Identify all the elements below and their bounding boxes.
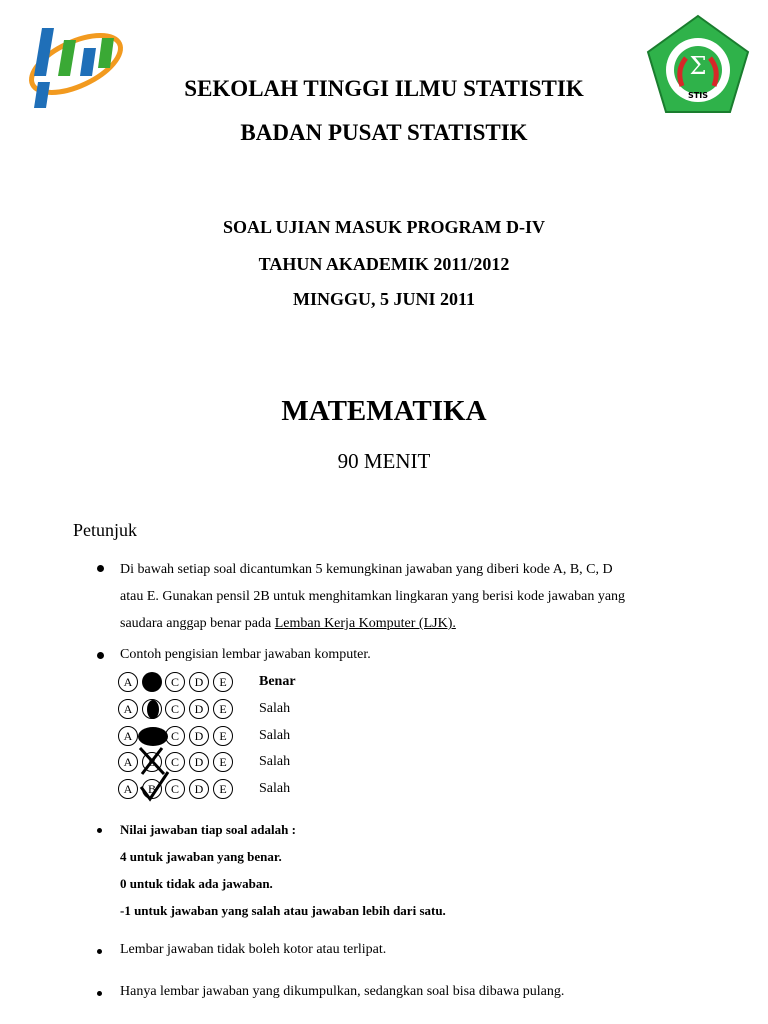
instruction-item-1: Di bawah setiap soal dicantumkan 5 kemungkinan jawaban yang diberi kode A, B, C, D atau E. Gunakan pensil 2B untuk menghitamkan lingkaran yang berisi kode jawaban yang saudara anggap benar pada Lemban Kerja Komputer (LJK). <box>120 562 626 631</box>
filled-circle-icon <box>142 672 162 692</box>
institution-name: SEKOLAH TINGGI ILMU STATISTIK <box>184 76 584 101</box>
academic-year: TAHUN AKADEMIK 2011/2012 <box>258 254 510 274</box>
stis-badge-text: STIS <box>688 91 708 100</box>
scoring-empty: 0 untuk tidak ada jawaban. <box>120 876 273 891</box>
bullet-icon <box>97 652 104 659</box>
instruction-item-5: Hanya lembar jawaban yang dikumpulkan, sedangkan soal bisa dibawa pulang. <box>120 984 565 999</box>
bullet-icon <box>97 949 102 954</box>
instruction-item-2: Contoh pengisian lembar jawaban komputer. <box>120 647 371 662</box>
verdict-wrong-3: Salah <box>259 754 291 769</box>
verdict-wrong-4: Salah <box>259 781 291 796</box>
partial-fill-icon <box>147 700 159 719</box>
verdict-wrong-1: Salah <box>259 701 291 716</box>
scoring-heading: Nilai jawaban tiap soal adalah : <box>120 822 296 837</box>
exam-title: SOAL UJIAN MASUK PROGRAM D-IV <box>222 217 545 237</box>
stis-sigma-icon: Σ <box>689 52 707 80</box>
instructions-heading: Petunjuk <box>73 520 138 540</box>
agency-name: BADAN PUSAT STATISTIK <box>240 120 528 145</box>
exam-duration: 90 MENIT <box>337 449 431 473</box>
subject-title: MATEMATIKA <box>281 395 487 427</box>
bullet-icon <box>97 991 102 996</box>
verdict-wrong-2: Salah <box>259 728 291 743</box>
bullet-icon <box>97 565 104 572</box>
overfill-icon <box>138 727 168 746</box>
ljk-link: Lemban Kerja Komputer (LJK). <box>274 616 456 631</box>
scoring-wrong: -1 untuk jawaban yang salah atau jawaban lebih dari satu. <box>120 903 446 918</box>
instruction-item-4: Lembar jawaban tidak boleh kotor atau terlipat. <box>120 942 387 957</box>
verdict-correct: Benar <box>259 674 296 689</box>
scoring-correct: 4 untuk jawaban yang benar. <box>120 849 282 864</box>
bullet-icon <box>97 828 102 833</box>
exam-date: MINGGU, 5 JUNI 2011 <box>292 289 475 309</box>
